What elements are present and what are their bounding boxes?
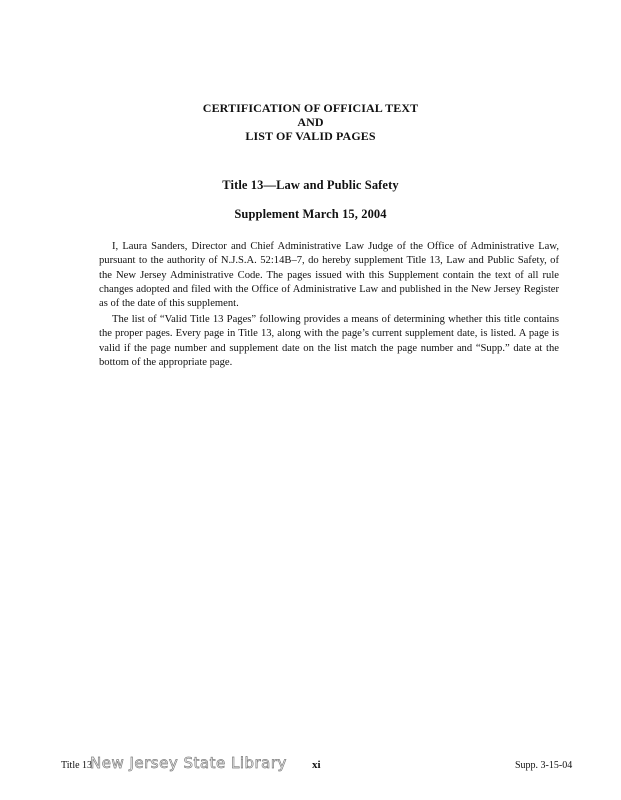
supplement-date-heading: Supplement March 15, 2004 [234, 207, 387, 221]
title-heading: Title 13—Law and Public Safety [222, 178, 399, 192]
footer-supplement-date: Supp. 3-15-04 [515, 760, 573, 771]
valid-pages-paragraph: The list of “Valid Title 13 Pages” following provides a means of determining whether this title contains the proper pages. Every page in Title 13, along with the page’s current supplement date, is listed. A page is valid if the page number and supplement date on the list match the page number and “Supp.” date at the bottom of the appropriate page. [99, 314, 559, 368]
heading-certification: CERTIFICATION OF OFFICIAL TEXT [202, 101, 419, 115]
library-stamp: New Jersey State Library [90, 754, 287, 772]
heading-and: AND [297, 115, 324, 129]
certification-paragraph: I, Laura Sanders, Director and Chief Administrative Law Judge of the Office of Administrative Law, pursuant to the authority of N.J.S.A. 52:14B–7, do hereby supplement Title 13, Law and Public Safety, of the New Jersey Administrative Code. The pages issued with this Supplement contain the text of all rule changes adopted and filed with the Office of Administrative Law and published in the New Jersey Register as of the date of this supplement. [99, 241, 559, 310]
heading-valid-pages: LIST OF VALID PAGES [245, 129, 376, 143]
footer-title: Title 13 [61, 760, 93, 771]
page-number: xi [312, 759, 321, 771]
